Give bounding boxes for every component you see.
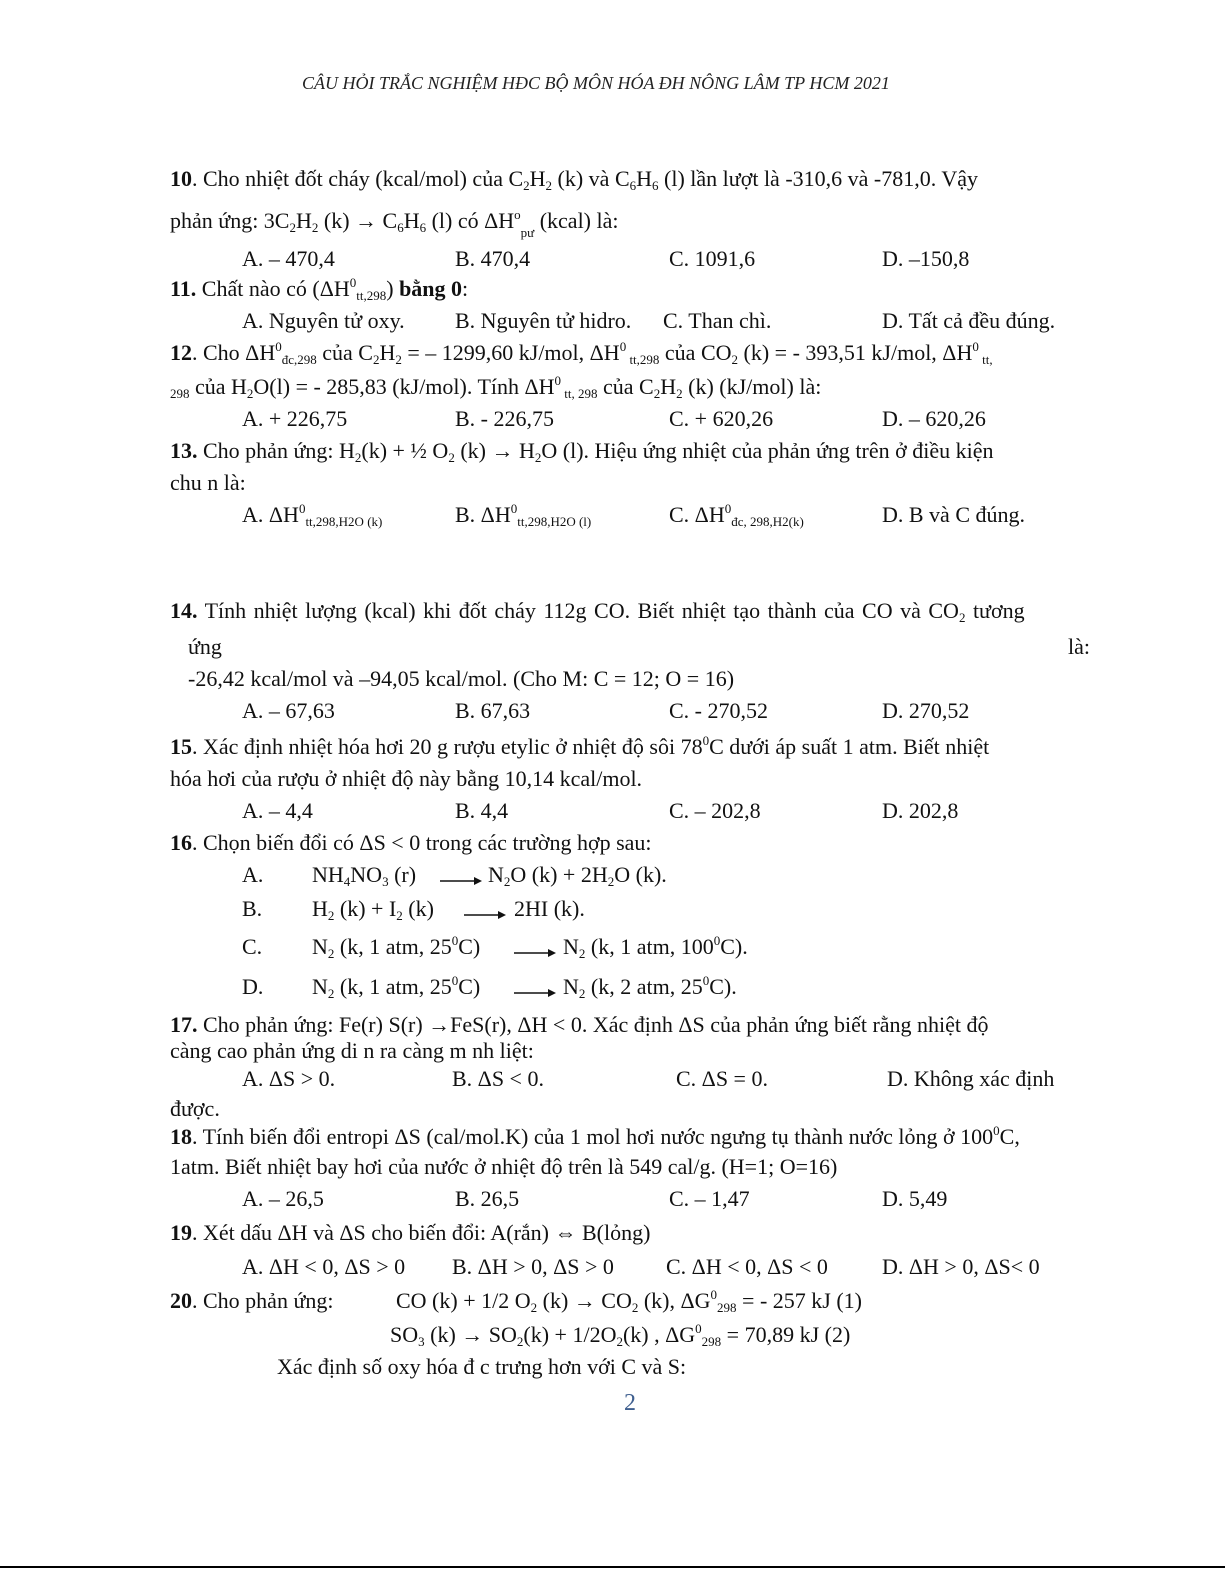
question-14-line-2a: ứng xyxy=(188,634,222,659)
subscript: 2 xyxy=(653,386,661,401)
q15-option-b: B. 4,4 xyxy=(455,798,509,823)
text: H xyxy=(295,208,312,233)
text: H xyxy=(379,340,396,365)
question-14-line-1 xyxy=(170,598,1096,624)
q16-option-c-right xyxy=(563,934,748,960)
superscript: o xyxy=(514,207,521,222)
text: (k) + 1/2O xyxy=(523,1322,617,1347)
text: (k) → SO xyxy=(424,1322,517,1347)
text: H xyxy=(660,374,677,399)
subscript: 2 xyxy=(523,178,530,193)
q16-option-c-label: C. xyxy=(242,934,263,959)
arrow-right-icon xyxy=(464,910,506,920)
subscript: 6 xyxy=(629,178,637,193)
text: (l) lần lượt là -310,6 và -781,0. Vậy xyxy=(658,166,978,191)
subscript: 6 xyxy=(419,220,427,235)
question-17-line-1 xyxy=(170,1012,989,1038)
superscript: 0 xyxy=(702,973,710,988)
question-number: 12 xyxy=(170,340,192,365)
q13-option-c xyxy=(669,502,804,528)
subscript: 298 xyxy=(701,1334,722,1349)
bold-text: bằng 0 xyxy=(399,276,463,301)
text: (k) xyxy=(402,896,434,921)
subscript: 2 xyxy=(327,946,335,961)
text: C dưới áp suất 1 atm. Biết nhiệt xyxy=(709,734,990,759)
text: O(l) = - 285,83 (kJ/mol). Tính ΔH xyxy=(253,374,555,399)
text: (k) → CO xyxy=(537,1288,632,1313)
q16-option-c-left xyxy=(312,934,480,960)
q14-option-a: A. – 67,63 xyxy=(242,698,335,723)
question-number: 15 xyxy=(170,734,192,759)
q14-option-b: B. 67,63 xyxy=(455,698,531,723)
subscript: đc, 298,H2(k) xyxy=(731,514,804,529)
subscript: pư xyxy=(520,225,535,240)
question-18-line-2: 1atm. Biết nhiệt bay hơi của nước ở nhiệt độ trên là 549 cal/g. (H=1; O=16) xyxy=(170,1154,838,1179)
subscript: 2 xyxy=(516,1334,524,1349)
q15-option-a: A. – 4,4 xyxy=(242,798,313,823)
question-number: 11. xyxy=(170,276,197,301)
q18-option-c: C. – 1,47 xyxy=(669,1186,750,1211)
subscript: 2 xyxy=(327,986,335,1001)
text: O (k) + 2H xyxy=(510,862,608,887)
subscript: 2 xyxy=(631,1300,639,1315)
subscript: tt,298 xyxy=(356,288,387,303)
text: (k) , ΔG xyxy=(622,1322,696,1347)
question-19-line-1 xyxy=(170,1220,650,1246)
subscript: 6 xyxy=(397,220,404,235)
q14-option-d: D. 270,52 xyxy=(882,698,970,723)
text: H xyxy=(403,208,420,233)
superscript: 0 xyxy=(451,973,459,988)
q15-option-d: D. 202,8 xyxy=(882,798,959,823)
superscript: 0 xyxy=(724,501,732,516)
q10-option-c: C. 1091,6 xyxy=(669,246,756,271)
text: . Cho phản ứng: xyxy=(192,1288,334,1313)
question-15-line-1 xyxy=(170,734,989,760)
text: (k) và C xyxy=(552,166,630,191)
question-number: 10 xyxy=(170,166,192,191)
text: (l) có ΔH xyxy=(426,208,515,233)
text: . Xét dấu ΔH và ΔS cho biến đổi: A(rắn) ⇔ B(lỏng) xyxy=(192,1220,651,1245)
q11-option-b: B. Nguyên tử hidro. xyxy=(455,308,632,333)
q12-option-d: D. – 620,26 xyxy=(882,406,986,431)
text: Cho phản ứng: H xyxy=(197,438,355,463)
superscript: 0 xyxy=(349,275,357,290)
arrow-right-icon xyxy=(440,876,482,886)
text: (k) = - 393,51 kJ/mol, ΔH xyxy=(738,340,973,365)
subscript: 2 xyxy=(395,352,402,367)
question-10-line-2 xyxy=(170,207,619,240)
text: = 70,89 kJ (2) xyxy=(721,1322,851,1347)
question-14-line-2b: là: xyxy=(1068,634,1090,659)
superscript: 0 xyxy=(554,373,562,388)
question-number: 14. xyxy=(170,598,198,623)
q12-option-c: C. + 620,26 xyxy=(669,406,774,431)
text: N xyxy=(563,934,579,959)
q12-option-b: B. - 226,75 xyxy=(455,406,554,431)
text: C. ΔH xyxy=(669,502,725,527)
text: O (k). xyxy=(614,862,667,887)
question-13-line-1 xyxy=(170,438,994,464)
subscript: 2 xyxy=(545,178,553,193)
subscript: tt,298,H2O (k) xyxy=(305,514,383,529)
q16-option-b-left xyxy=(312,896,434,922)
question-number: 20 xyxy=(170,1288,192,1313)
text: C) xyxy=(458,934,481,959)
superscript: 0 xyxy=(510,501,518,516)
text: . Cho ΔH xyxy=(192,340,276,365)
text: C). xyxy=(709,974,737,999)
subscript: tt, 298 xyxy=(561,386,598,401)
question-20-line-1 xyxy=(170,1288,333,1314)
subscript: tt, xyxy=(978,352,993,367)
text: (k, 1 atm, 25 xyxy=(334,974,452,999)
q17-option-a: A. ΔS > 0. xyxy=(242,1066,336,1091)
superscript: 0 xyxy=(695,1321,702,1336)
q13-option-b xyxy=(455,502,591,528)
subscript: 3 xyxy=(418,1334,425,1349)
question-number: 18 xyxy=(170,1124,192,1149)
q10-option-b: B. 470,4 xyxy=(455,246,531,271)
superscript: 0 xyxy=(710,1287,718,1302)
subscript: 2 xyxy=(578,986,586,1001)
text: . Tính biến đổi entropi ΔS (cal/mol.K) của 1 mol hơi nước ngưng tụ thành nước lỏng ở 100 xyxy=(192,1124,994,1149)
q18-option-b: B. 26,5 xyxy=(455,1186,520,1211)
subscript: tt,298,H2O (l) xyxy=(517,514,592,529)
q16-option-d-label: D. xyxy=(242,974,264,999)
question-20-line-3: Xác định số oxy hóa đ c trưng hơn với C và S: xyxy=(277,1354,687,1379)
subscript: 2 xyxy=(676,386,683,401)
subscript: 2 xyxy=(327,908,335,923)
page-header: CÂU HỎI TRẮC NGHIỆM HĐC BỘ MÔN HÓA ĐH NÔNG LÂM TP HCM 2021 xyxy=(302,73,890,93)
q17-option-d: D. Không xác định xyxy=(887,1066,1055,1091)
text: . Chọn biến đổi có ΔS < 0 trong các trường hợp sau: xyxy=(192,830,652,855)
question-12-line-2 xyxy=(170,374,821,400)
text: C, xyxy=(999,1124,1020,1149)
question-15-line-2: hóa hơi của rượu ở nhiệt độ này bằng 10,14 kcal/mol. xyxy=(170,766,643,791)
text: N xyxy=(312,974,328,999)
text: (k) (kJ/mol) là: xyxy=(682,374,822,399)
arrow-right-icon xyxy=(514,948,556,958)
text: NH xyxy=(312,862,344,887)
text: (k, 1 atm, 100 xyxy=(585,934,714,959)
q11-option-d: D. Tất cả đều đúng. xyxy=(882,308,1056,333)
q10-option-d: D. –150,8 xyxy=(882,246,970,271)
question-17-line-2: càng cao phản ứng di n ra càng m nh liệt: xyxy=(170,1038,534,1063)
text: phản ứng: 3C xyxy=(170,208,290,233)
text: (k), ΔG xyxy=(638,1288,711,1313)
reaction-2 xyxy=(390,1322,850,1348)
q14-option-c: C. - 270,52 xyxy=(669,698,768,723)
text: : xyxy=(462,276,469,301)
question-number: 19 xyxy=(170,1220,192,1245)
q12-option-a: A. + 226,75 xyxy=(242,406,348,431)
subscript: 2 xyxy=(396,908,403,923)
q16-option-b-label: B. xyxy=(242,896,263,921)
text: = - 257 kJ (1) xyxy=(736,1288,862,1313)
question-17-line-4: được. xyxy=(170,1096,220,1121)
question-12-line-1 xyxy=(170,340,993,366)
question-16-line-1 xyxy=(170,830,652,856)
q19-option-b: B. ΔH > 0, ΔS > 0 xyxy=(452,1254,614,1279)
q18-option-a: A. – 26,5 xyxy=(242,1186,324,1211)
text: Cho phản ứng: Fe(r) S(r) →FeS(r), ΔH < 0. Xác định ΔS của phản ứng biết rằng nhiệt độ xyxy=(197,1012,989,1037)
question-number: 13. xyxy=(170,438,198,463)
text: O (l). Hiệu ứng nhiệt của phản ứng trên ở điều kiện xyxy=(541,438,994,463)
subscript: 2 xyxy=(616,1334,623,1349)
text: (k) + I xyxy=(334,896,397,921)
text: B. ΔH xyxy=(455,502,511,527)
q19-option-d: D. ΔH > 0, ΔS< 0 xyxy=(882,1254,1040,1279)
subscript: 6 xyxy=(652,178,659,193)
superscript: 0 xyxy=(972,339,979,354)
q16-option-d-right xyxy=(563,974,737,1000)
text: (k) → C xyxy=(318,208,398,233)
superscript: 0 xyxy=(619,339,627,354)
text: (k) + ½ O xyxy=(361,438,449,463)
superscript: 0 xyxy=(275,339,282,354)
text: Tính nhiệt lượng (kcal) khi đốt cháy 112g CO. Biết nhiệt tạo thành của CO và CO xyxy=(197,598,959,623)
subscript: 2 xyxy=(578,946,586,961)
q17-option-b: B. ΔS < 0. xyxy=(452,1066,544,1091)
page-divider xyxy=(0,1566,1225,1568)
text: . Cho nhiệt đốt cháy (kcal/mol) của C xyxy=(192,166,524,191)
subscript: 2 xyxy=(530,1300,538,1315)
subscript: tt,298 xyxy=(626,352,660,367)
q19-option-c: C. ΔH < 0, ΔS < 0 xyxy=(666,1254,828,1279)
subscript: 2 xyxy=(958,610,966,625)
text: . Xác định nhiệt hóa hơi 20 g rượu etylic ở nhiệt độ sôi 78 xyxy=(192,734,703,759)
q17-option-c: C. ΔS = 0. xyxy=(676,1066,768,1091)
text: C). xyxy=(720,934,748,959)
q16-option-a-left xyxy=(312,862,416,888)
q10-option-a: A. – 470,4 xyxy=(242,246,335,271)
text: N xyxy=(312,934,328,959)
subscript: đc,298 xyxy=(281,352,317,367)
text: A. ΔH xyxy=(242,502,299,527)
subscript: 2 xyxy=(372,352,380,367)
q11-option-c: C. Than chì. xyxy=(663,308,772,333)
q11-option-a: A. Nguyên tử oxy. xyxy=(242,308,405,333)
superscript: 0 xyxy=(993,1123,1000,1138)
text: của C xyxy=(316,340,373,365)
subscript: 3 xyxy=(382,874,389,889)
q16-option-a-right xyxy=(488,862,667,888)
q19-option-a: A. ΔH < 0, ΔS > 0 xyxy=(242,1254,406,1279)
arrow-right-icon xyxy=(514,988,556,998)
text: N xyxy=(563,974,579,999)
subscript: 2 xyxy=(448,450,455,465)
subscript: 2 xyxy=(607,874,615,889)
text: NO xyxy=(350,862,383,887)
text: của CO xyxy=(659,340,732,365)
reaction-1 xyxy=(396,1288,862,1314)
text: Chất nào có (ΔH xyxy=(196,276,350,301)
text: N xyxy=(488,862,504,887)
page-number: 2 xyxy=(624,1390,636,1416)
superscript: 0 xyxy=(298,501,306,516)
question-11-line-1 xyxy=(170,276,468,302)
superscript: 0 xyxy=(451,933,459,948)
text: (k, 2 atm, 25 xyxy=(585,974,703,999)
question-13-line-2: chu n là: xyxy=(170,470,246,495)
text: H xyxy=(529,166,546,191)
question-18-line-1 xyxy=(170,1124,1020,1150)
text: CO (k) + 1/2 O xyxy=(396,1288,531,1313)
text: H xyxy=(312,896,328,921)
text: của H xyxy=(189,374,247,399)
question-10-line-1 xyxy=(170,166,978,192)
text: ) xyxy=(386,276,400,301)
subscript: 2 xyxy=(534,450,542,465)
superscript: 0 xyxy=(702,733,710,748)
text: (kcal) là: xyxy=(534,208,619,233)
q15-option-c: C. – 202,8 xyxy=(669,798,761,823)
subscript: 298 xyxy=(170,386,190,401)
text: (k, 1 atm, 25 xyxy=(334,934,452,959)
subscript: 4 xyxy=(343,874,351,889)
subscript: 298 xyxy=(717,1300,737,1315)
q18-option-d: D. 5,49 xyxy=(882,1186,948,1211)
question-number: 17. xyxy=(170,1012,198,1037)
subscript: 2 xyxy=(246,386,254,401)
q13-option-a xyxy=(242,502,382,528)
q16-option-d-left xyxy=(312,974,480,1000)
question-number: 16 xyxy=(170,830,192,855)
q16-option-b-right: 2HI (k). xyxy=(514,896,585,921)
subscript: 2 xyxy=(354,450,362,465)
text: = – 1299,60 kJ/mol, ΔH xyxy=(401,340,620,365)
text: H xyxy=(636,166,653,191)
subscript: 2 xyxy=(311,220,319,235)
subscript: 2 xyxy=(731,352,739,367)
superscript: 0 xyxy=(713,933,721,948)
subscript: 2 xyxy=(503,874,511,889)
text: (r) xyxy=(388,862,417,887)
q13-option-d: D. B và C đúng. xyxy=(882,502,1025,527)
text: của C xyxy=(597,374,654,399)
text: C) xyxy=(458,974,481,999)
question-14-line-3: -26,42 kcal/mol và –94,05 kcal/mol. (Cho M: C = 12; O = 16) xyxy=(188,666,735,691)
q16-option-a-label: A. xyxy=(242,862,264,887)
subscript: 2 xyxy=(289,220,296,235)
text: (k) → H xyxy=(454,438,535,463)
text: SO xyxy=(390,1322,419,1347)
text: tương xyxy=(965,598,1025,623)
